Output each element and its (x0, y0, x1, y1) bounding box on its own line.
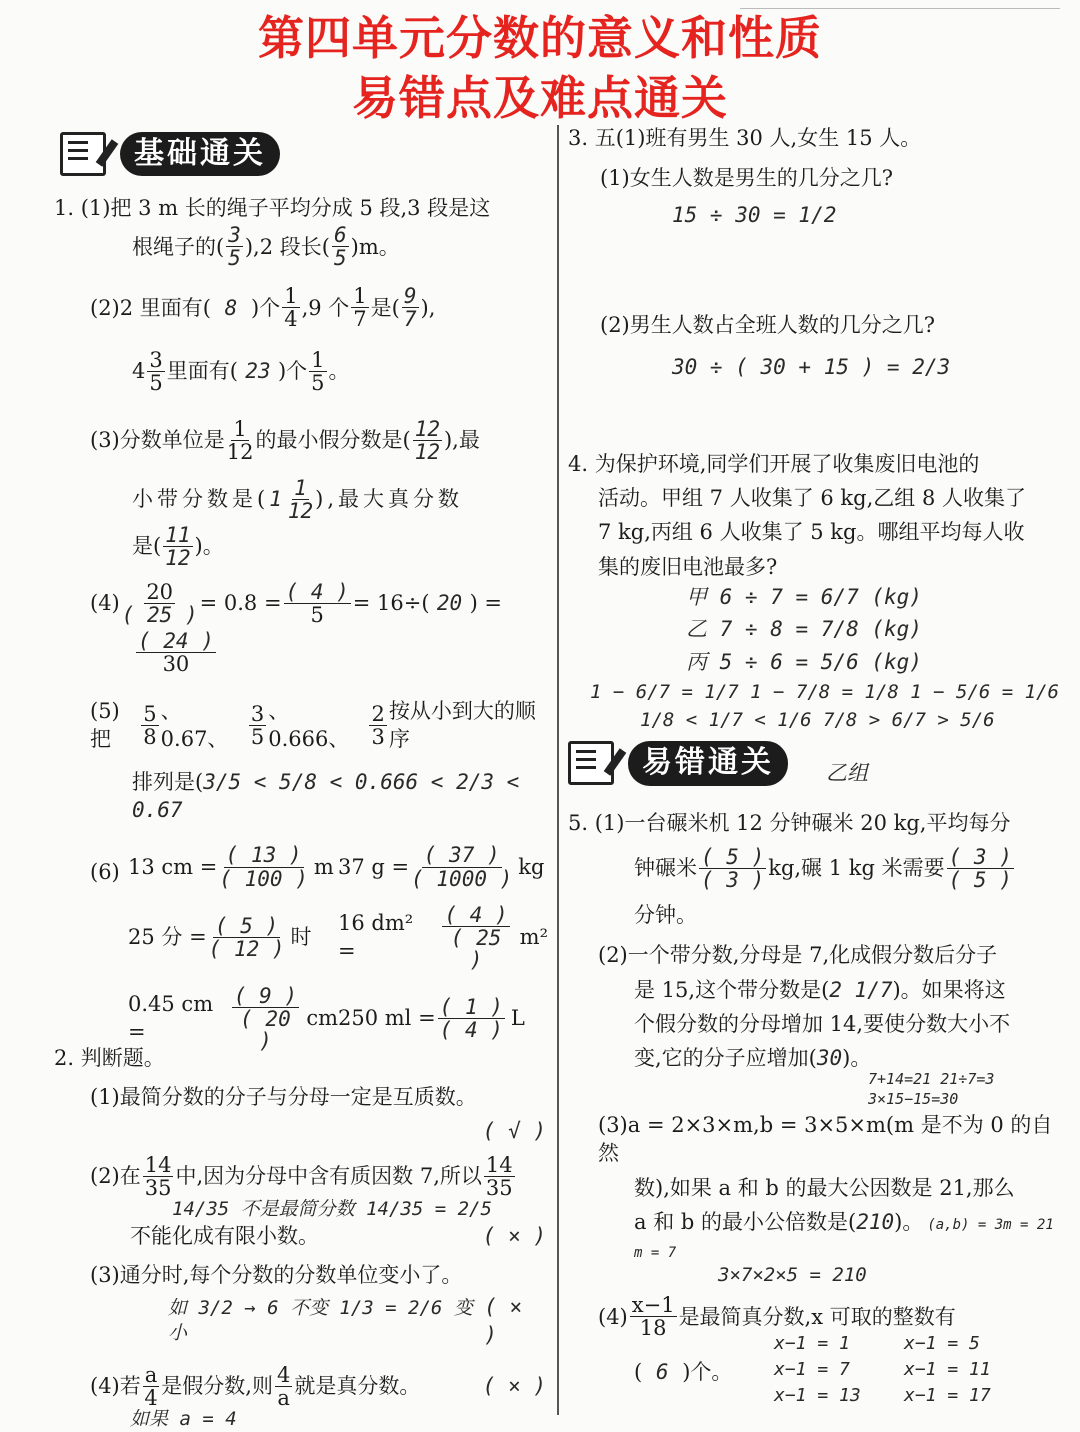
q1-p3-text-f: 是( (132, 534, 162, 559)
q1-p5-text-c: 、0.666、 (268, 699, 350, 752)
q2-item2-text-c: 不能化成有限小数。 (130, 1224, 319, 1249)
conversion-answer: $\frac{( 37 )}{( 1000 )}$ (411, 843, 513, 891)
q1-p2-frac2: 1 7 (353, 284, 367, 332)
q5-p1-line1: 5. (1)一台碾米机 12 分钟碾米 20 kg,平均每分 (568, 811, 1011, 836)
q5-p2-note: 7+14=21 21÷7=3 3×15−15=30 (868, 1069, 995, 1108)
q1-p3-text-a: (3)分数单位是 (90, 428, 225, 452)
q5-p4-work (774, 1332, 1034, 1409)
q2-item2-frac2: 14 35 (485, 1152, 513, 1200)
conversion-unit: m (313, 854, 334, 879)
q1-p4-frac3: ( 24 ) 30 (138, 629, 214, 677)
q2-item4-frac: a 4 (144, 1362, 158, 1410)
conversion-unit: 时 (290, 924, 312, 949)
q1-p3-answer2: 1 12 (287, 475, 314, 523)
conversion-answer: $\frac{( 13 )}{( 100 )}$ (219, 843, 308, 891)
q2-item2-text-b: 中,因为分母中含有质因数 7,所以 (175, 1163, 482, 1188)
q5-p4-text-d: )个。 (682, 1359, 733, 1384)
unit-conversion-item (128, 904, 338, 971)
conversion-answer: $\frac{( 5 )}{( 12 )}$ (208, 913, 285, 961)
q1-p3-text-b: 的最小假分数是( (255, 428, 411, 452)
conversion-lhs: 250 ml = (338, 1006, 436, 1031)
q5-p4-answer: 6 (655, 1359, 669, 1384)
conversion-lhs: 16 dm² = (338, 910, 414, 964)
q5-p2-line3: 个假分数的分母增加 14,要使分数大小不 (634, 1011, 1011, 1036)
conversion-lhs: 0.45 cm = (128, 991, 214, 1045)
q5-p1-text-c: kg,碾 1 kg 米需要 (768, 856, 945, 881)
section-error-label: 易错通关 (628, 741, 788, 786)
question-5 (568, 809, 1068, 1427)
q1-p3-text-c: ),最 (443, 428, 480, 452)
open-book-icon (568, 741, 614, 785)
q1-p2-answer2: 9 7 (403, 284, 417, 332)
section-error-header (568, 737, 788, 789)
unit-conversion-item (338, 904, 548, 971)
q5-p2-text-f: )。 (842, 1046, 872, 1071)
q3-sub2-work: 30 ÷ ( 30 + 15 ) = 2/3 (672, 355, 951, 380)
q2-item2-text-a: (2)在 (90, 1163, 141, 1188)
q4-line3: 7 kg,丙组 6 人收集了 5 kg。哪组平均每人收 (598, 520, 1025, 545)
unit-conversion-item (128, 844, 338, 889)
q2-item3-answer: ( × ) (484, 1294, 523, 1348)
q5-p4-work-line: x−1 = 17 (904, 1385, 991, 1407)
q1-p4-text-b: = 16÷( (352, 591, 430, 616)
q1-p2-text-h: )个 (277, 358, 308, 383)
q1-p2-answer1: 8 (224, 295, 238, 320)
q5-p1-frac1: ( 5 ) ( 3 ) (701, 844, 765, 892)
q4-answer: 乙组 (826, 761, 868, 786)
q1-p1-text-d: )m。 (350, 234, 400, 259)
q5-p3-work: 3×7×2×5 = 210 (718, 1263, 867, 1286)
q1-p2-text-e: ), (420, 295, 436, 320)
q1-p1-answer2: 6 5 (333, 223, 347, 271)
q5-p4-work-line: x−1 = 5 (904, 1332, 980, 1354)
q5-p3-text-d: )。 (894, 1210, 924, 1235)
conversion-unit: cm (306, 1006, 338, 1031)
q1-p6 (90, 843, 552, 1053)
right-column (568, 124, 1068, 1428)
q5-p2-answer: 2 1/7 (829, 977, 893, 1002)
q5-p2-text-e: 变,它的分子应增加( (634, 1046, 817, 1071)
unit-conversion-item (128, 985, 338, 1052)
q5-p4-work-line: x−1 = 1 (774, 1332, 850, 1354)
q5-p4-work-line: x−1 = 11 (904, 1358, 991, 1380)
q5-p4-text-c: ( (634, 1359, 643, 1384)
q2-item4-frac2: 4 a (276, 1362, 291, 1410)
section-basic-header (60, 128, 552, 180)
q5-p4-frac: x−1 18 (631, 1293, 675, 1341)
q1-p5-text-b: 、0.67、 (160, 699, 229, 752)
question-2 (54, 1044, 552, 1432)
unit-conversion-item (338, 844, 548, 889)
conversion-answer: $\frac{( 4 )}{( 25 )}$ (444, 902, 508, 972)
q2-item2-frac: 14 35 (144, 1152, 172, 1200)
q1-p2-frac3: 1 5 (311, 347, 325, 395)
q5-p2-line1: (2)一个带分数,分母是 7,化成假分数后分子 (598, 943, 998, 968)
q1-p4-frac1: $\frac{20}{( 25 )}$ (121, 579, 198, 627)
q2-item4-text-a: (4)若 (90, 1373, 141, 1398)
q1-p4-frac2: $\frac{( 4 )}{5}$ (285, 579, 349, 627)
conversion-lhs: 25 分 = (128, 924, 207, 949)
q1-p1-answer1: 3 5 (228, 223, 241, 271)
q5-p4-label: (4) (598, 1304, 628, 1329)
q1-p2-text-a: (2)2 里面有( (90, 295, 211, 320)
left-column (54, 128, 552, 1432)
conversion-lhs: 13 cm = (128, 854, 218, 879)
q1-p3-text-d: 小带分数是( (132, 487, 270, 512)
q1-p4-text-a: = 0.8 = (199, 591, 282, 616)
q1-p3-frac: 1 12 (226, 416, 254, 464)
q1-p5-text-a: (5)把 (90, 699, 120, 752)
q2-item4-answer: ( × ) (482, 1373, 546, 1398)
question-4 (568, 450, 1068, 734)
q5-p3-note: (a,b) = 3m = 21 m = 7 (634, 1217, 1054, 1262)
unit-conversion-item (338, 985, 548, 1052)
q1-p2-text-i: 。 (328, 358, 350, 383)
q1-p2-text-c: ,9 个 (301, 295, 350, 320)
q4-work-1: 甲 6 ÷ 7 = 6/7 (kg) (686, 585, 922, 610)
q2-item4-note: 如果 a = 4 (130, 1407, 237, 1430)
q4-work-4: 1 − 6/7 = 1/7 1 − 7/8 = 1/8 1 − 5/6 = 1/6 (590, 681, 1059, 704)
q4-line4: 集的废旧电池最多? (598, 554, 778, 579)
q2-item1: (1)最简分数的分子与分母一定是互质数。 (90, 1084, 477, 1109)
q1-p2-text-g: 里面有( (166, 358, 238, 383)
question-1 (54, 194, 552, 1053)
q5-p2-answer2: 30 (816, 1046, 843, 1071)
q1-p1-text-c: ),2 段长( (244, 234, 330, 259)
q5-p1-frac2: ( 3 ) ( 5 ) (948, 844, 1012, 892)
q5-p2-text-c: )。如果将这 (892, 977, 1006, 1002)
q1-p3-answer3: 11 12 (165, 522, 191, 570)
page-title: 第四单元分数的意义和性质 (258, 11, 822, 65)
conversion-answer: $\frac{( 1 )}{( 4 )}$ (439, 994, 503, 1042)
q1-p5-frac1: 5 8 (143, 701, 157, 749)
q1-p5-answer: 3/5 < 5/8 < 0.666 < 2/3 < 0.67 (132, 769, 520, 823)
q1-p6-label: (6) (90, 860, 120, 885)
q1-p5-text-e: 排列是( (132, 769, 204, 794)
q2-item3-note: 如 3/2 → 6 不变 1/3 = 2/6 变小 (168, 1296, 473, 1345)
q1-p2-frac1: 1 4 (284, 284, 298, 332)
q1-p5-text-d: 按从小到大的顺序 (388, 699, 536, 752)
q4-line1: 4. 为保护环境,同学们开展了收集废旧电池的 (568, 451, 980, 476)
q3-sub1-work: 15 ÷ 30 = 1/2 (672, 202, 837, 227)
q1-p2-answer3: 23 (245, 358, 271, 383)
q5-p1-text-d: 分钟。 (634, 902, 697, 927)
q1-p2-text-b: )个 (250, 295, 281, 320)
q1-p2-mixed-int: 4 (132, 358, 146, 383)
q5-p4-work-line: x−1 = 13 (774, 1385, 861, 1407)
conversion-answer: $\frac{( 9 )}{( 20 )}$ (233, 983, 298, 1053)
q1-p2-mixed-frac: 3 5 (149, 347, 163, 395)
q1-p5-frac3: 2 3 (371, 701, 385, 749)
q1-p4-answer: 20 (436, 591, 463, 616)
q3-sub1: (1)女生人数是男生的几分之几? (600, 166, 894, 191)
conversion-unit: m² (519, 924, 548, 949)
notebook-pen-icon (60, 132, 106, 176)
q5-p3-answer: 210 (856, 1210, 895, 1235)
q2-item3: (3)通分时,每个分数的分数单位变小了。 (90, 1262, 463, 1287)
q1-p1-line1: (1)把 3 m 长的绳子平均分成 5 段,3 段是这 (80, 196, 491, 220)
q2-item4-text-c: 就是真分数。 (294, 1373, 421, 1398)
q1-p3-answer1: 12 12 (414, 416, 440, 464)
page-subtitle: 易错点及难点通关 (352, 71, 728, 125)
q2-item1-answer: ( √ ) (482, 1119, 546, 1144)
question-3 (568, 124, 1068, 382)
q1-p5-frac2: 3 5 (250, 701, 265, 749)
q1-p6-grid (128, 844, 548, 1051)
q1-p3-text-e: ),最大真分数 (315, 487, 464, 512)
q5-p4-work-line: x−1 = 7 (774, 1358, 850, 1380)
conversion-unit: kg (518, 854, 545, 879)
q1-p4-label: (4) (90, 591, 120, 616)
q5-p4-text-b: 是最简真分数,x 可取的整数有 (678, 1304, 956, 1329)
q2-item2-answer: ( × ) (482, 1224, 546, 1249)
q5-p1-text-b: 钟碾米 (634, 856, 697, 881)
q5-p2-text-b: 是 15,这个带分数是( (634, 977, 830, 1002)
q2-item4-text-b: 是假分数,则 (161, 1373, 273, 1398)
q3-heading: 3. 五(1)班有男生 30 人,女生 15 人。 (568, 126, 922, 150)
q1-p3-answer2-int: 1 (269, 487, 286, 512)
q5-p3-text-c: a 和 b 的最小公倍数是( (634, 1210, 857, 1235)
section-basic-label: 基础通关 (120, 132, 280, 177)
q1-p1-text-b: 根绳子的( (132, 234, 225, 259)
q2-item2-note: 14/35 不是最简分数 14/35 = 2/5 (172, 1197, 492, 1220)
q4-work-2: 乙 7 ÷ 8 = 7/8 (kg) (686, 617, 922, 642)
q4-work-5: 1/8 < 1/7 < 1/6 7/8 > 6/7 > 5/6 (640, 708, 995, 731)
q2-heading: 2. 判断题。 (54, 1046, 165, 1071)
q3-sub2: (2)男生人数占全班人数的几分之几? (600, 313, 936, 338)
conversion-unit: L (510, 1006, 525, 1031)
q1-p4-text-c: ) = (469, 591, 503, 616)
q5-p3-line2: 数),如果 a 和 b 的最大公因数是 21,那么 (634, 1175, 1015, 1200)
q4-line2: 活动。甲组 7 人收集了 6 kg,乙组 8 人收集了 (598, 486, 1026, 511)
q4-work-3: 丙 5 ÷ 6 = 5/6 (kg) (686, 649, 922, 674)
q1-p2-text-d: 是( (370, 295, 400, 320)
q5-p3-line1: (3)a = 2×3×m,b = 3×5×m(m 是不为 0 的自然 (598, 1113, 1053, 1166)
q1-number: 1. (54, 196, 75, 220)
q1-p3-text-g: )。 (194, 534, 224, 559)
conversion-lhs: 37 g = (338, 854, 410, 879)
column-divider (557, 125, 559, 1415)
